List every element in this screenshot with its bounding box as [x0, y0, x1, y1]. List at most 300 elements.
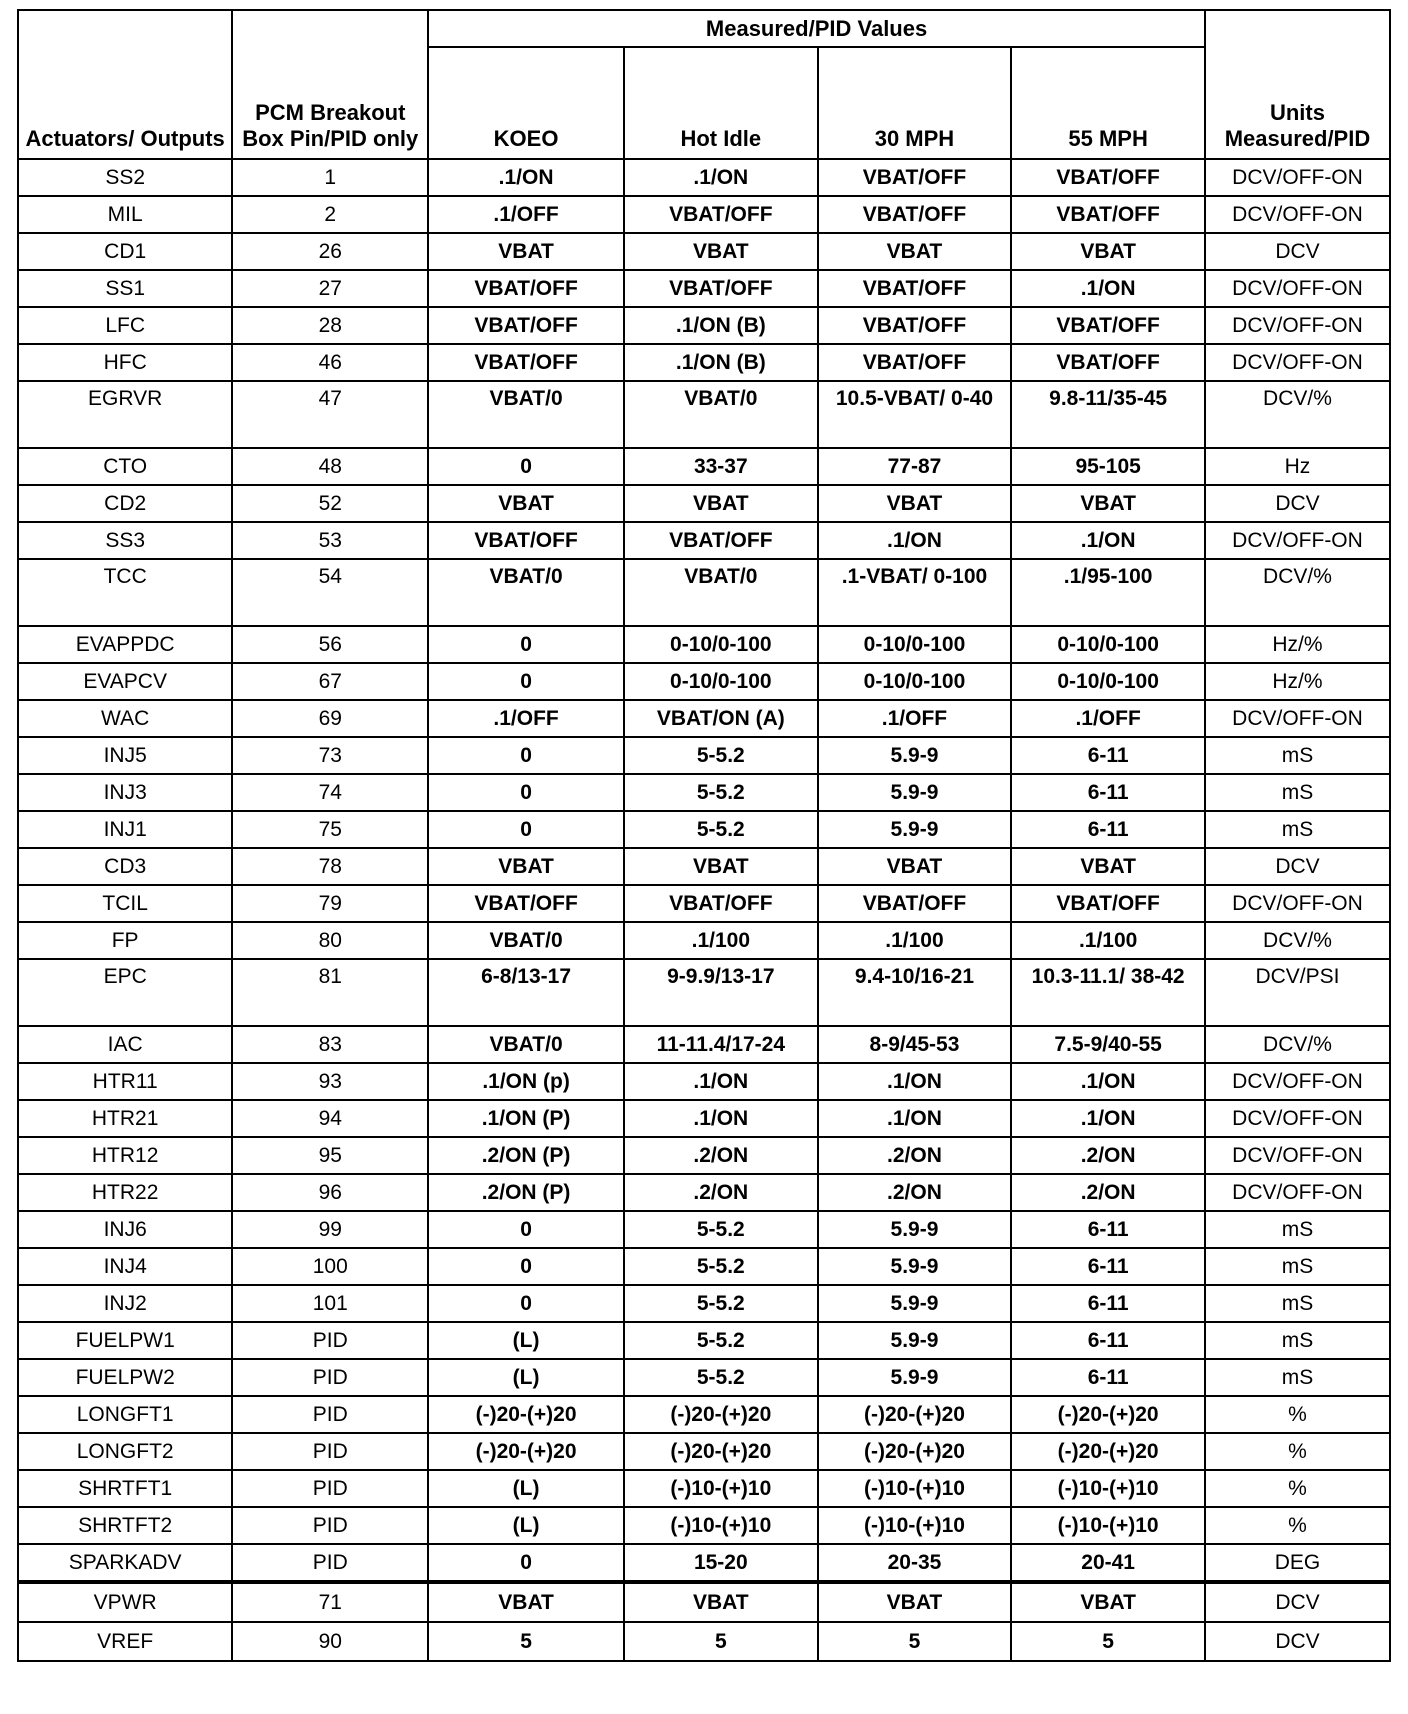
units-cell: DEG [1205, 1544, 1390, 1582]
hot-idle-value-cell: .1/ON (B) [624, 307, 818, 344]
pin-cell: 80 [232, 922, 428, 959]
mph55-value-cell: .1/100 [1011, 922, 1205, 959]
table-row [18, 848, 1390, 885]
units-cell: DCV [1205, 1582, 1390, 1622]
pin-cell: 73 [232, 737, 428, 774]
koeo-value-cell: (L) [428, 1322, 624, 1359]
koeo-value-cell: .1/ON (p) [428, 1063, 624, 1100]
pin-cell: 69 [232, 700, 428, 737]
actuator-name-cell: HTR12 [18, 1137, 232, 1174]
actuator-name-cell: MIL [18, 196, 232, 233]
units-cell: mS [1205, 1322, 1390, 1359]
header-row-top [18, 10, 1390, 47]
hot-idle-value-cell: 33-37 [624, 448, 818, 485]
mph55-value-cell: VBAT [1011, 485, 1205, 522]
mph55-value-cell: 95-105 [1011, 448, 1205, 485]
table-row [18, 959, 1390, 1026]
mph30-value-cell: VBAT [818, 233, 1012, 270]
table-row [18, 1174, 1390, 1211]
mph55-value-cell: 6-11 [1011, 737, 1205, 774]
hot-idle-value-cell: .2/ON [624, 1174, 818, 1211]
mph30-value-cell: 10.5-VBAT/ 0-40 [818, 381, 1012, 448]
units-cell: DCV/OFF-ON [1205, 522, 1390, 559]
actuator-name-cell: HFC [18, 344, 232, 381]
table-row [18, 559, 1390, 626]
actuator-name-cell: EVAPCV [18, 663, 232, 700]
table-row [18, 1622, 1390, 1661]
units-cell: Hz/% [1205, 663, 1390, 700]
mph55-value-cell: VBAT/OFF [1011, 196, 1205, 233]
units-cell: Hz [1205, 448, 1390, 485]
hot-idle-value-cell: .1/ON [624, 1100, 818, 1137]
mph30-value-cell: 0-10/0-100 [818, 663, 1012, 700]
table-row [18, 922, 1390, 959]
header-actuators-outputs: Actuators/ Outputs [18, 10, 232, 159]
koeo-value-cell: 0 [428, 1544, 624, 1582]
mph55-value-cell: VBAT [1011, 1582, 1205, 1622]
units-cell: DCV/OFF-ON [1205, 1100, 1390, 1137]
table-row [18, 663, 1390, 700]
koeo-value-cell: VBAT/0 [428, 559, 624, 626]
mph30-value-cell: VBAT [818, 485, 1012, 522]
actuator-name-cell: SS3 [18, 522, 232, 559]
mph55-value-cell: 6-11 [1011, 1248, 1205, 1285]
mph55-value-cell: 9.8-11/35-45 [1011, 381, 1205, 448]
mph30-value-cell: 5.9-9 [818, 811, 1012, 848]
actuator-name-cell: HTR22 [18, 1174, 232, 1211]
units-cell: DCV/OFF-ON [1205, 196, 1390, 233]
table-row [18, 381, 1390, 448]
units-cell: DCV/OFF-ON [1205, 885, 1390, 922]
mph55-value-cell: .1/ON [1011, 522, 1205, 559]
actuator-name-cell: LONGFT1 [18, 1396, 232, 1433]
koeo-value-cell: .2/ON (P) [428, 1137, 624, 1174]
mph30-value-cell: 5.9-9 [818, 737, 1012, 774]
actuator-name-cell: INJ6 [18, 1211, 232, 1248]
koeo-value-cell: .2/ON (P) [428, 1174, 624, 1211]
units-cell: % [1205, 1507, 1390, 1544]
mph30-value-cell: 20-35 [818, 1544, 1012, 1582]
koeo-value-cell: 0 [428, 1285, 624, 1322]
mph30-value-cell: (-)20-(+)20 [818, 1396, 1012, 1433]
hot-idle-value-cell: .1/ON (B) [624, 344, 818, 381]
units-cell: DCV/OFF-ON [1205, 1063, 1390, 1100]
mph55-value-cell: 6-11 [1011, 1359, 1205, 1396]
pin-cell: PID [232, 1322, 428, 1359]
units-cell: mS [1205, 811, 1390, 848]
pin-cell: 2 [232, 196, 428, 233]
units-cell: DCV/OFF-ON [1205, 307, 1390, 344]
mph30-value-cell: VBAT/OFF [818, 196, 1012, 233]
units-cell: mS [1205, 737, 1390, 774]
hot-idle-value-cell: (-)20-(+)20 [624, 1433, 818, 1470]
table-row [18, 774, 1390, 811]
pin-cell: 26 [232, 233, 428, 270]
pin-cell: 96 [232, 1174, 428, 1211]
koeo-value-cell: VBAT [428, 233, 624, 270]
mph30-value-cell: 5.9-9 [818, 1359, 1012, 1396]
actuator-name-cell: TCC [18, 559, 232, 626]
hot-idle-value-cell: VBAT/OFF [624, 270, 818, 307]
actuator-name-cell: FP [18, 922, 232, 959]
pin-cell: 78 [232, 848, 428, 885]
units-cell: mS [1205, 1248, 1390, 1285]
pin-cell: 95 [232, 1137, 428, 1174]
koeo-value-cell: (L) [428, 1359, 624, 1396]
table-row [18, 1100, 1390, 1137]
mph30-value-cell: 9.4-10/16-21 [818, 959, 1012, 1026]
actuator-name-cell: CD2 [18, 485, 232, 522]
units-cell: % [1205, 1470, 1390, 1507]
pin-cell: 75 [232, 811, 428, 848]
table-row [18, 485, 1390, 522]
units-cell: DCV [1205, 848, 1390, 885]
table-row [18, 811, 1390, 848]
actuator-name-cell: EPC [18, 959, 232, 1026]
header-measured-pid-values: Measured/PID Values [428, 10, 1205, 47]
mph30-value-cell: .1-VBAT/ 0-100 [818, 559, 1012, 626]
actuator-name-cell: SPARKADV [18, 1544, 232, 1582]
actuator-name-cell: INJ5 [18, 737, 232, 774]
koeo-value-cell: 0 [428, 1248, 624, 1285]
koeo-value-cell: VBAT/OFF [428, 344, 624, 381]
mph30-value-cell: .1/ON [818, 522, 1012, 559]
hot-idle-value-cell: VBAT/0 [624, 381, 818, 448]
table-row [18, 1137, 1390, 1174]
hot-idle-value-cell: .2/ON [624, 1137, 818, 1174]
hot-idle-value-cell: (-)20-(+)20 [624, 1396, 818, 1433]
header-hot-idle: Hot Idle [624, 47, 818, 159]
mph30-value-cell: VBAT [818, 848, 1012, 885]
mph30-value-cell: 5.9-9 [818, 774, 1012, 811]
mph55-value-cell: 10.3-11.1/ 38-42 [1011, 959, 1205, 1026]
mph55-value-cell: 5 [1011, 1622, 1205, 1661]
actuator-outputs-table [17, 9, 1391, 1662]
table-row [18, 270, 1390, 307]
mph55-value-cell: (-)10-(+)10 [1011, 1470, 1205, 1507]
hot-idle-value-cell: 0-10/0-100 [624, 663, 818, 700]
pin-cell: 67 [232, 663, 428, 700]
actuator-name-cell: TCIL [18, 885, 232, 922]
table-row [18, 1026, 1390, 1063]
mph55-value-cell: VBAT [1011, 233, 1205, 270]
pin-cell: 47 [232, 381, 428, 448]
units-cell: DCV/% [1205, 381, 1390, 448]
mph30-value-cell: 0-10/0-100 [818, 626, 1012, 663]
header-55-mph: 55 MPH [1011, 47, 1205, 159]
mph55-value-cell: .1/95-100 [1011, 559, 1205, 626]
actuator-name-cell: VPWR [18, 1582, 232, 1622]
mph30-value-cell: VBAT/OFF [818, 307, 1012, 344]
header-30-mph: 30 MPH [818, 47, 1012, 159]
pin-cell: 100 [232, 1248, 428, 1285]
hot-idle-value-cell: .1/ON [624, 1063, 818, 1100]
units-cell: Hz/% [1205, 626, 1390, 663]
pin-cell: 52 [232, 485, 428, 522]
mph30-value-cell: VBAT/OFF [818, 270, 1012, 307]
koeo-value-cell: VBAT [428, 485, 624, 522]
units-cell: mS [1205, 1359, 1390, 1396]
units-cell: DCV/OFF-ON [1205, 159, 1390, 196]
mph30-value-cell: VBAT/OFF [818, 159, 1012, 196]
mph55-value-cell: .1/OFF [1011, 700, 1205, 737]
table-row [18, 344, 1390, 381]
units-cell: DCV [1205, 233, 1390, 270]
pin-cell: 54 [232, 559, 428, 626]
units-cell: DCV/% [1205, 559, 1390, 626]
actuator-name-cell: CD3 [18, 848, 232, 885]
mph30-value-cell: 77-87 [818, 448, 1012, 485]
mph30-value-cell: .2/ON [818, 1137, 1012, 1174]
koeo-value-cell: 0 [428, 626, 624, 663]
mph55-value-cell: 7.5-9/40-55 [1011, 1026, 1205, 1063]
pin-cell: PID [232, 1544, 428, 1582]
koeo-value-cell: 0 [428, 737, 624, 774]
mph30-value-cell: VBAT [818, 1582, 1012, 1622]
units-cell: DCV/OFF-ON [1205, 1174, 1390, 1211]
koeo-value-cell: 0 [428, 1211, 624, 1248]
mph55-value-cell: VBAT/OFF [1011, 344, 1205, 381]
hot-idle-value-cell: 5-5.2 [624, 737, 818, 774]
pin-cell: 46 [232, 344, 428, 381]
actuator-name-cell: FUELPW2 [18, 1359, 232, 1396]
hot-idle-value-cell: VBAT [624, 1582, 818, 1622]
mph30-value-cell: 5 [818, 1622, 1012, 1661]
koeo-value-cell: VBAT/OFF [428, 307, 624, 344]
actuator-name-cell: VREF [18, 1622, 232, 1661]
pin-cell: 53 [232, 522, 428, 559]
hot-idle-value-cell: VBAT [624, 233, 818, 270]
units-cell: DCV [1205, 485, 1390, 522]
pin-cell: 93 [232, 1063, 428, 1100]
units-cell: mS [1205, 1285, 1390, 1322]
pin-cell: 83 [232, 1026, 428, 1063]
mph30-value-cell: .1/ON [818, 1063, 1012, 1100]
table-row [18, 1063, 1390, 1100]
table-row [18, 159, 1390, 196]
hot-idle-value-cell: 5-5.2 [624, 774, 818, 811]
table-row [18, 196, 1390, 233]
mph30-value-cell: .1/ON [818, 1100, 1012, 1137]
units-cell: DCV/% [1205, 1026, 1390, 1063]
pin-cell: 28 [232, 307, 428, 344]
actuator-name-cell: LFC [18, 307, 232, 344]
mph55-value-cell: .1/ON [1011, 270, 1205, 307]
units-cell: DCV/OFF-ON [1205, 1137, 1390, 1174]
actuator-name-cell: INJ4 [18, 1248, 232, 1285]
pin-cell: 79 [232, 885, 428, 922]
table-row [18, 1396, 1390, 1433]
mph55-value-cell: (-)20-(+)20 [1011, 1396, 1205, 1433]
header-units-measured: Units Measured/PID [1205, 10, 1390, 159]
hot-idle-value-cell: 9-9.9/13-17 [624, 959, 818, 1026]
koeo-value-cell: VBAT/OFF [428, 522, 624, 559]
table-row [18, 1211, 1390, 1248]
table-row [18, 1285, 1390, 1322]
actuator-name-cell: HTR11 [18, 1063, 232, 1100]
hot-idle-value-cell: 5-5.2 [624, 811, 818, 848]
table-row [18, 885, 1390, 922]
mph55-value-cell: 6-11 [1011, 1285, 1205, 1322]
koeo-value-cell: (L) [428, 1470, 624, 1507]
pin-cell: 94 [232, 1100, 428, 1137]
hot-idle-value-cell: 5-5.2 [624, 1211, 818, 1248]
units-cell: DCV/OFF-ON [1205, 700, 1390, 737]
table-row [18, 1582, 1390, 1622]
pin-cell: PID [232, 1396, 428, 1433]
actuator-name-cell: SS2 [18, 159, 232, 196]
mph55-value-cell: 0-10/0-100 [1011, 663, 1205, 700]
koeo-value-cell: 6-8/13-17 [428, 959, 624, 1026]
table-row [18, 626, 1390, 663]
hot-idle-value-cell: 15-20 [624, 1544, 818, 1582]
pin-cell: 74 [232, 774, 428, 811]
actuator-name-cell: EGRVR [18, 381, 232, 448]
hot-idle-value-cell: VBAT/OFF [624, 522, 818, 559]
table-row [18, 307, 1390, 344]
table-row [18, 1322, 1390, 1359]
pin-cell: PID [232, 1507, 428, 1544]
pin-cell: 27 [232, 270, 428, 307]
mph55-value-cell: 6-11 [1011, 811, 1205, 848]
actuator-name-cell: SS1 [18, 270, 232, 307]
mph55-value-cell: 6-11 [1011, 774, 1205, 811]
pin-cell: 56 [232, 626, 428, 663]
mph55-value-cell: .2/ON [1011, 1137, 1205, 1174]
table-row [18, 522, 1390, 559]
mph30-value-cell: 5.9-9 [818, 1248, 1012, 1285]
actuator-name-cell: WAC [18, 700, 232, 737]
koeo-value-cell: .1/OFF [428, 700, 624, 737]
mph30-value-cell: (-)10-(+)10 [818, 1470, 1012, 1507]
actuator-name-cell: CTO [18, 448, 232, 485]
table-row [18, 1359, 1390, 1396]
table-row [18, 737, 1390, 774]
koeo-value-cell: 5 [428, 1622, 624, 1661]
mph30-value-cell: .2/ON [818, 1174, 1012, 1211]
table-row [18, 1433, 1390, 1470]
units-cell: % [1205, 1433, 1390, 1470]
hot-idle-value-cell: .1/100 [624, 922, 818, 959]
units-cell: DCV/OFF-ON [1205, 344, 1390, 381]
hot-idle-value-cell: 5-5.2 [624, 1285, 818, 1322]
actuator-name-cell: INJ2 [18, 1285, 232, 1322]
header-pcm-breakout-pin: PCM Breakout Box Pin/PID only [232, 10, 428, 159]
mph55-value-cell: VBAT [1011, 848, 1205, 885]
actuator-name-cell: HTR21 [18, 1100, 232, 1137]
koeo-value-cell: VBAT/OFF [428, 270, 624, 307]
table-row [18, 448, 1390, 485]
mph30-value-cell: (-)10-(+)10 [818, 1507, 1012, 1544]
actuator-name-cell: SHRTFT1 [18, 1470, 232, 1507]
mph55-value-cell: 20-41 [1011, 1544, 1205, 1582]
koeo-value-cell: VBAT/0 [428, 381, 624, 448]
units-cell: DCV [1205, 1622, 1390, 1661]
table-row [18, 1507, 1390, 1544]
mph55-value-cell: (-)20-(+)20 [1011, 1433, 1205, 1470]
pin-cell: PID [232, 1433, 428, 1470]
mph55-value-cell: .1/ON [1011, 1063, 1205, 1100]
mph30-value-cell: 5.9-9 [818, 1285, 1012, 1322]
table-row [18, 700, 1390, 737]
mph55-value-cell: .2/ON [1011, 1174, 1205, 1211]
table-row [18, 233, 1390, 270]
table-row [18, 1470, 1390, 1507]
pin-cell: PID [232, 1359, 428, 1396]
mph55-value-cell: 0-10/0-100 [1011, 626, 1205, 663]
koeo-value-cell: 0 [428, 811, 624, 848]
koeo-value-cell: VBAT [428, 1582, 624, 1622]
units-cell: mS [1205, 774, 1390, 811]
mph30-value-cell: VBAT/OFF [818, 885, 1012, 922]
hot-idle-value-cell: 5 [624, 1622, 818, 1661]
mph55-value-cell: VBAT/OFF [1011, 307, 1205, 344]
pin-cell: 99 [232, 1211, 428, 1248]
mph30-value-cell: .1/100 [818, 922, 1012, 959]
mph30-value-cell: 8-9/45-53 [818, 1026, 1012, 1063]
hot-idle-value-cell: 11-11.4/17-24 [624, 1026, 818, 1063]
koeo-value-cell: VBAT [428, 848, 624, 885]
koeo-value-cell: VBAT/OFF [428, 885, 624, 922]
hot-idle-value-cell: 0-10/0-100 [624, 626, 818, 663]
pin-cell: 90 [232, 1622, 428, 1661]
table-row [18, 1544, 1390, 1582]
pin-cell: 101 [232, 1285, 428, 1322]
koeo-value-cell: 0 [428, 448, 624, 485]
mph30-value-cell: .1/OFF [818, 700, 1012, 737]
hot-idle-value-cell: VBAT/OFF [624, 196, 818, 233]
mph55-value-cell: (-)10-(+)10 [1011, 1507, 1205, 1544]
koeo-value-cell: 0 [428, 774, 624, 811]
actuator-name-cell: SHRTFT2 [18, 1507, 232, 1544]
koeo-value-cell: VBAT/0 [428, 922, 624, 959]
mph55-value-cell: 6-11 [1011, 1211, 1205, 1248]
koeo-value-cell: VBAT/0 [428, 1026, 624, 1063]
actuator-name-cell: LONGFT2 [18, 1433, 232, 1470]
pin-cell: 81 [232, 959, 428, 1026]
table-row [18, 1248, 1390, 1285]
koeo-value-cell: (L) [428, 1507, 624, 1544]
actuator-name-cell: EVAPPDC [18, 626, 232, 663]
hot-idle-value-cell: VBAT/ON (A) [624, 700, 818, 737]
pin-cell: 71 [232, 1582, 428, 1622]
hot-idle-value-cell: VBAT/OFF [624, 885, 818, 922]
mph30-value-cell: VBAT/OFF [818, 344, 1012, 381]
hot-idle-value-cell: 5-5.2 [624, 1248, 818, 1285]
mph55-value-cell: VBAT/OFF [1011, 885, 1205, 922]
units-cell: DCV/% [1205, 922, 1390, 959]
mph55-value-cell: VBAT/OFF [1011, 159, 1205, 196]
koeo-value-cell: .1/ON [428, 159, 624, 196]
koeo-value-cell: .1/OFF [428, 196, 624, 233]
hot-idle-value-cell: .1/ON [624, 159, 818, 196]
pin-cell: 48 [232, 448, 428, 485]
mph55-value-cell: 6-11 [1011, 1322, 1205, 1359]
hot-idle-value-cell: 5-5.2 [624, 1322, 818, 1359]
actuator-name-cell: CD1 [18, 233, 232, 270]
units-cell: DCV/PSI [1205, 959, 1390, 1026]
units-cell: % [1205, 1396, 1390, 1433]
koeo-value-cell: 0 [428, 663, 624, 700]
koeo-value-cell: (-)20-(+)20 [428, 1396, 624, 1433]
koeo-value-cell: .1/ON (P) [428, 1100, 624, 1137]
units-cell: DCV/OFF-ON [1205, 270, 1390, 307]
mph55-value-cell: .1/ON [1011, 1100, 1205, 1137]
hot-idle-value-cell: (-)10-(+)10 [624, 1507, 818, 1544]
actuator-name-cell: FUELPW1 [18, 1322, 232, 1359]
hot-idle-value-cell: 5-5.2 [624, 1359, 818, 1396]
hot-idle-value-cell: VBAT/0 [624, 559, 818, 626]
